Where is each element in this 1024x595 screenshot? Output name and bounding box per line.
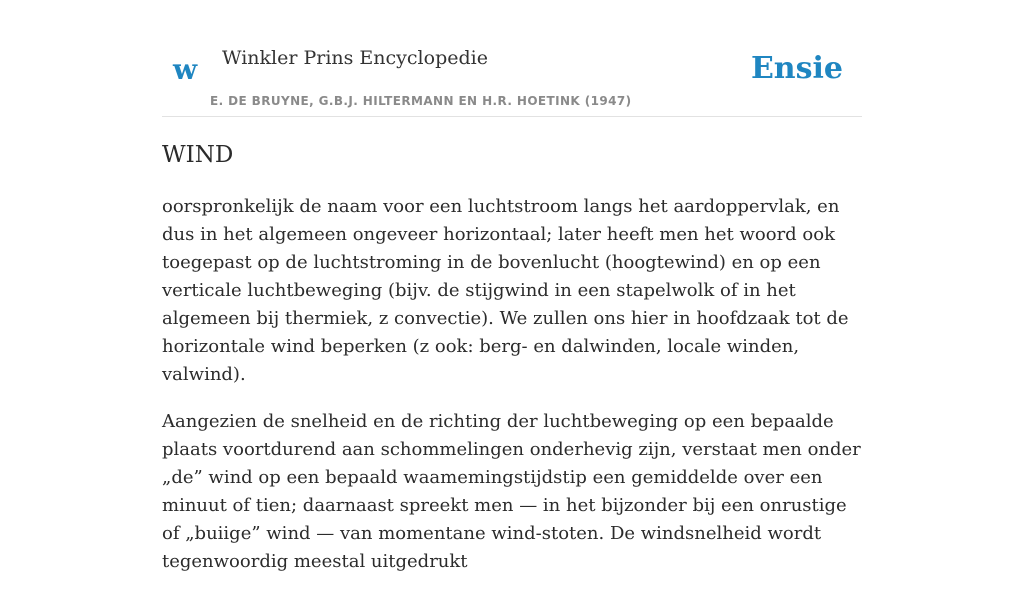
article-paragraph: Aangezien de snelheid en de richting der luchtbeweging op een bepaalde plaats voortdurend aan schommelingen onderhevig zijn, verstaat men onder „de” wind op een bepaald waamemingstijdstip een gemiddelde over een minuut of tien; daarnaast spreekt men — in het bijzonder bij een onrustige of „buiige” wind — van momentane wind-stoten. De windsnelheid wordt tegenwoordig meestal uitgedrukt: [162, 411, 861, 572]
source-logo[interactable]: w: [173, 53, 198, 86]
brand-logo[interactable]: Ensie: [750, 51, 843, 86]
article-body: [162, 193, 867, 595]
page-header: [162, 0, 862, 117]
page-title: WIND: [162, 142, 234, 168]
source-authors: E. DE BRUYNE, G.B.J. HILTERMANN EN H.R. HOETINK (1947): [210, 94, 632, 108]
article-paragraph: oorspronkelijk de naam voor een luchtstroom langs het aardoppervlak, en dus in het algemeen ongeveer horizontaal; later heeft men het woord ook toegepast op de luchtstroming in de bovenlucht (hoogtewind) en op een verticale luchtbeweging (bijv. de stijgwind in een stapelwolk of in het algemeen bij thermiek, z convectie). We zullen ons hier in hoofdzaak tot de horizontale wind beperken (z ook: berg- en dalwinden, locale winden, valwind).: [162, 196, 849, 385]
source-title[interactable]: Winkler Prins Encyclopedie: [222, 47, 488, 69]
